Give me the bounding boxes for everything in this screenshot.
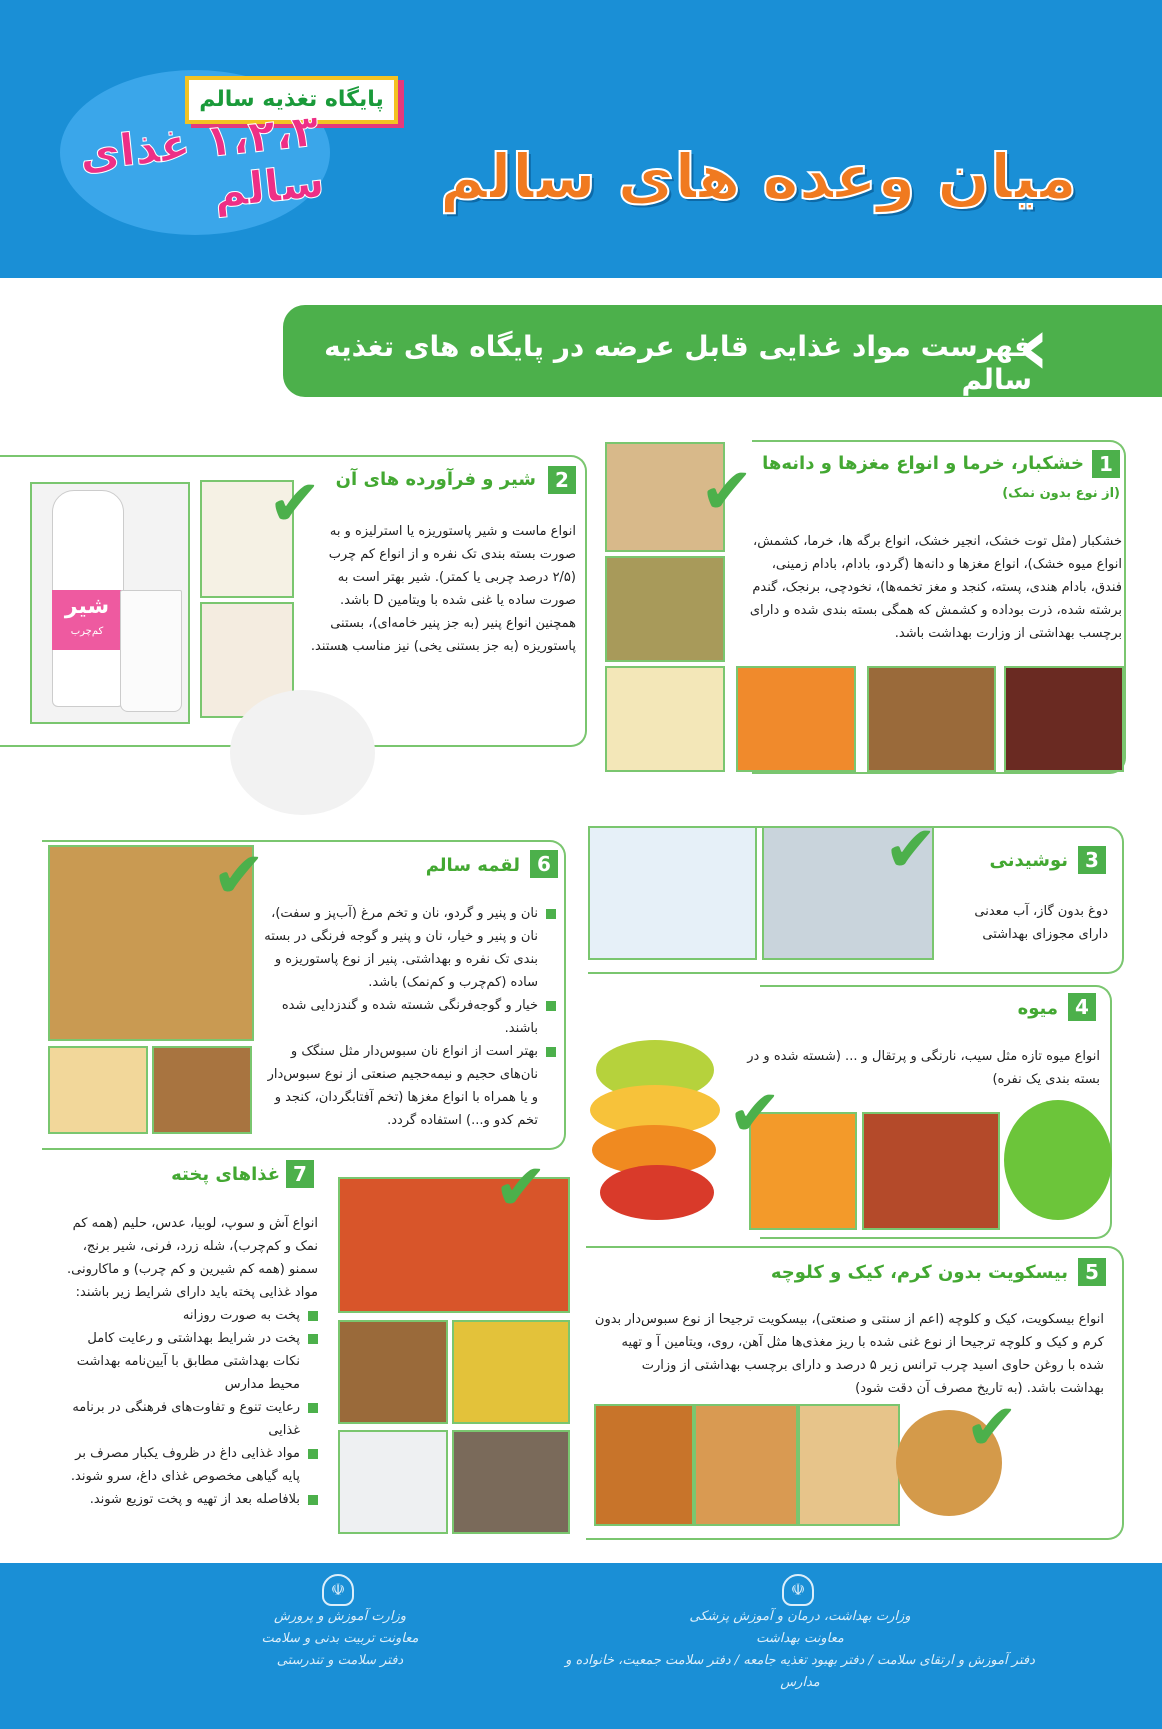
rice-pudding-photo <box>338 1430 448 1534</box>
soup-photo <box>452 1430 570 1534</box>
section-7-intro: انواع آش و سوپ، لوبیا، عدس، حلیم (همه کم نمک و کم‌چرب)، شله زرد، فرنی، شیر برنج، سمنو (همه کم شیرین و کم چرب) و ماکارونی. مواد غذایی پخته باید دارای شرایط زیر باشند: <box>67 1216 318 1300</box>
section-1-text: خشکبار (مثل توت خشک، انجیر خشک، انواع برگه ها، خرما، کشمش، انواع میوه خشک)، انواع مغزها و دانه‌ها (گردو، بادام، بادام زمینی، فندق، بادام هندی، پسته، کنجد و مغز تخمه‌ها)، نخودچی، برنجک، گندم برشته شده، ذرت بوداده و کشمش که همگی بسته بندی شده و دارای برچسب بهداشتی از وزارت بهداشت باشد. <box>749 534 1122 641</box>
section-2-title: شیر و فرآورده های آن <box>335 469 536 490</box>
footer-right-line: معاونت بهداشت <box>756 1631 844 1646</box>
list-item: خیار و گوجه‌فرنگی شسته شده و گندزدایی شده باشند. <box>258 994 556 1040</box>
section-6-title: لقمه سالم <box>425 855 520 876</box>
fruit-stack-photo <box>584 1030 734 1232</box>
page-title: میان وعده های سالم <box>439 140 1077 213</box>
list-item: بلافاصله بعد از تهیه و پخت توزیع شوند. <box>62 1488 318 1511</box>
emblem-icon: ☫ <box>322 1574 354 1606</box>
logo-banner: پایگاه تغذیه سالم <box>185 76 398 124</box>
loaf-photo <box>694 1404 798 1526</box>
checkmark-icon: ✔ <box>212 839 266 913</box>
checkmark-icon: ✔ <box>884 813 938 887</box>
yogurt-photo <box>230 690 375 815</box>
footer-right-line: دفتر آموزش و ارتقای سلامت / دفتر بهبود تغذیه جامعه / دفتر سلامت جمعیت، خانواده و مدارس <box>565 1653 1035 1690</box>
section-2-number: 2 <box>548 466 576 494</box>
checkmark-icon: ✔ <box>728 1077 782 1151</box>
logo-main-text: ۱،۲،۳ غذای سالم <box>77 105 327 219</box>
section-4-title: میوه <box>1017 998 1058 1019</box>
section-4-number: 4 <box>1068 993 1096 1021</box>
chevron-left-icon: ‹ <box>1017 300 1050 393</box>
dates-photo <box>1004 666 1124 772</box>
section-6-list <box>258 902 556 1132</box>
checkmark-icon: ✔ <box>268 467 322 541</box>
section-1-number: 1 <box>1092 450 1120 478</box>
crackers-photo <box>798 1404 900 1526</box>
list-item: نان و پنیر و گردو، نان و تخم مرغ (آب‌پز و سفت)، نان و پنیر و خیار، نان و پنیر و گوجه فرنگی در بسته بندی تک نفره و بهداشتی. پنیر از نوع پاستوریزه و ساده (کم‌چرب و کم‌نمک) باشد. <box>258 902 556 994</box>
section-5-text: انواع بیسکویت، کیک و کلوچه (اعم از سنتی و صنعتی)، بیسکویت ترجیحا از نوع سبوس‌دار بدون کرم و کیک و کلوچه ترجیحا از نوع غنی شده با ریز مغذی‌ها مثل آهن، روی، ویتامین آ و تهیه شده با روغن حاوی اسید چرب ترانس زیر ۵ درصد و دارای برچسب بهداشتی از وزارت بهداشت باشد. (به تاریخ مصرف آن دقت شود) <box>594 1312 1104 1396</box>
list-title: فهرست مواد غذایی قابل عرضه در پایگاه های تغذیه سالم <box>324 330 1032 396</box>
green-apple-photo <box>1004 1100 1112 1220</box>
eggs-photo <box>48 1046 148 1134</box>
section-1-subtitle: (از نوع بدون نمک) <box>1002 486 1120 501</box>
checkmark-icon: ✔ <box>494 1151 548 1225</box>
section-2-text: انواع ماست و شیر پاستوریزه یا استرلیزه و به صورت بسته بندی تک نفره و از انواع کم چرب (۲/۵ درصد چربی یا کمتر). شیر بهتر است به صورت ساده یا غنی شده با ویتامین D باشد. همچنین انواع پنیر (به جز پنیر خامه‌ای)، بستنی پاستوریزه (به جز بستنی یخی) نیز مناسب هستند. <box>310 524 576 654</box>
pistachios-photo <box>605 556 725 662</box>
section-6-number: 6 <box>530 850 558 878</box>
lentils-photo <box>338 1320 448 1424</box>
walnuts-small-photo <box>152 1046 252 1134</box>
bread-rolls-photo <box>594 1404 694 1526</box>
list-item: مواد غذایی داغ در ظروف یکبار مصرف بر پایه گیاهی مخصوص غذای داغ، سرو شوند. <box>62 1442 318 1488</box>
list-item: بهتر است از انواع نان سبوس‌دار مثل سنگک و نان‌های حجیم و نیمه‌حجیم صنعتی از نوع سبوس‌دار و یا همراه با انواع مغزها (تخم آفتابگردان، کنجد و تخم کدو و...) استفاده گردد. <box>258 1040 556 1132</box>
water-photo <box>588 826 757 960</box>
mixed-nuts-photo <box>867 666 996 772</box>
section-5-title: بیسکویت بدون کرم، کیک و کلوچه <box>770 1262 1068 1283</box>
section-3-text: دوغ بدون گاز، آب معدنی دارای مجوزای بهداشتی <box>974 904 1108 942</box>
section-7-content <box>62 1212 318 1511</box>
section-3-number: 3 <box>1078 846 1106 874</box>
popcorn-photo <box>605 666 725 772</box>
checkmark-icon: ✔ <box>700 455 754 529</box>
section-3-title: نوشیدنی <box>989 850 1068 871</box>
dried-apricot-photo <box>736 666 856 772</box>
section-1-title: خشکبار، خرما و انواع مغزها و دانه‌ها <box>762 453 1084 474</box>
section-7-number: 7 <box>286 1160 314 1188</box>
milk-label-sub: کم‌چرب <box>70 626 104 637</box>
footer-left-line: معاونت تربیت بدنی و سلامت <box>261 1631 419 1646</box>
milk-glass <box>120 590 182 712</box>
footer-right <box>560 1606 1040 1694</box>
list-item: رعایت تنوع و تفاوت‌های فرهنگی در برنامه غذایی <box>62 1396 318 1442</box>
emblem-icon: ☫ <box>782 1574 814 1606</box>
footer-left-line: وزارت آموزش و پرورش <box>273 1609 406 1624</box>
list-item: پخت به صورت روزانه <box>62 1304 318 1327</box>
section-5-number: 5 <box>1078 1258 1106 1286</box>
milk-label-text: شیر <box>64 594 110 619</box>
list-item: پخت در شرایط بهداشتی و رعایت کامل نکات بهداشتی مطابق با آیین‌نامه بهداشت محیط مدارس <box>62 1327 318 1396</box>
mixed-fruits-photo <box>862 1112 1000 1230</box>
footer-right-line: وزارت بهداشت، درمان و آموزش پزشکی <box>689 1609 911 1624</box>
footer-left-line: دفتر سلامت و تندرستی <box>276 1653 404 1668</box>
footer-left <box>230 1606 450 1672</box>
section-4-text: انواع میوه تازه مثل سیب، نارنگی و پرتقال و ... (شسته شده و در بسته بندی یک نفره) <box>747 1049 1100 1087</box>
section-7-title: غذاهای پخته <box>171 1164 280 1185</box>
checkmark-icon: ✔ <box>965 1391 1019 1465</box>
sholeh-zard-photo <box>452 1320 570 1424</box>
